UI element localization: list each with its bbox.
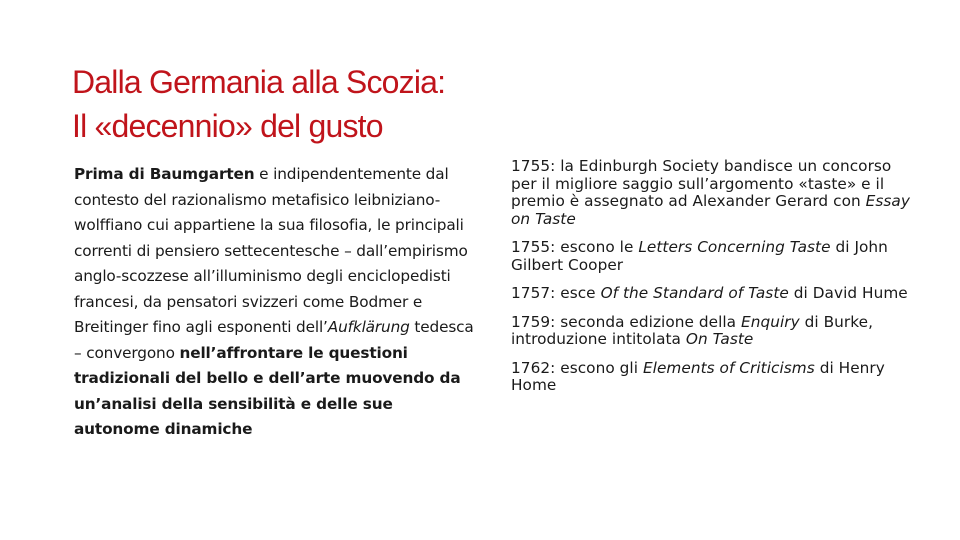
title-line-2: Il «decennio» del gusto [72, 108, 383, 144]
entry-work-title: Enquiry [741, 312, 800, 331]
timeline-entry-1755-letters [511, 239, 911, 274]
timeline-entry-1757 [511, 285, 911, 303]
intro-text: e indipendentemente dal contesto del razionalismo metafisico leibniziano-wolffiano cui appartiene la sua filosofia, le principali correnti di pensiero settecentesche – dall’empirismo anglo-scozzese all’illuminismo degli enciclopedisti francesi, da pensatori svizzeri come Bodmer e Breitinger fino agli esponenti dell’ [74, 165, 468, 336]
timeline-entry-1755-society [511, 158, 911, 228]
entry-text-after: di David Hume [788, 284, 908, 302]
timeline-entry-1762 [511, 360, 911, 395]
entry-text: 1757: esce [511, 284, 601, 302]
entry-work-title: Elements of Criticisms [642, 358, 815, 377]
entry-work-title: Letters Concerning Taste [638, 238, 831, 256]
title-line-1: Dalla Germania alla Scozia: [72, 64, 446, 100]
entry-text: 1762: escono gli [511, 358, 643, 377]
entry-text: 1759: seconda edizione della [511, 312, 742, 331]
intro-paragraph [74, 162, 474, 443]
entry-text: 1755: escono le [511, 238, 639, 256]
entry-work-title-2: On Taste [685, 330, 754, 348]
intro-text-2: tedesca – convergono [74, 318, 474, 362]
entry-work-title: Of the Standard of Taste [600, 284, 789, 302]
entry-text: 1755: la Edinburgh Society bandisce un concorso per il migliore saggio sull’argomento «taste» e il premio è assegnato ad Alexander Gerard con [511, 157, 892, 210]
entry-text-after: di Burke, introduzione intitolata [511, 312, 873, 348]
slide-title [72, 60, 542, 148]
entry-text-after: di Henry Home [511, 358, 885, 394]
intro-italic-term: Aufklärung [327, 318, 410, 336]
timeline-list [511, 158, 911, 406]
entry-text-after: di John Gilbert Cooper [511, 238, 888, 274]
timeline-entry-1759 [511, 314, 911, 349]
intro-bold-conclusion: nell’affrontare le questioni tradizionali del bello e dell’arte muovendo da un’analisi della sensibilità e delle sue autonome dinamiche [74, 343, 461, 438]
intro-bold-lead: Prima di Baumgarten [74, 165, 255, 183]
entry-work-title: Essay on Taste [511, 192, 910, 228]
